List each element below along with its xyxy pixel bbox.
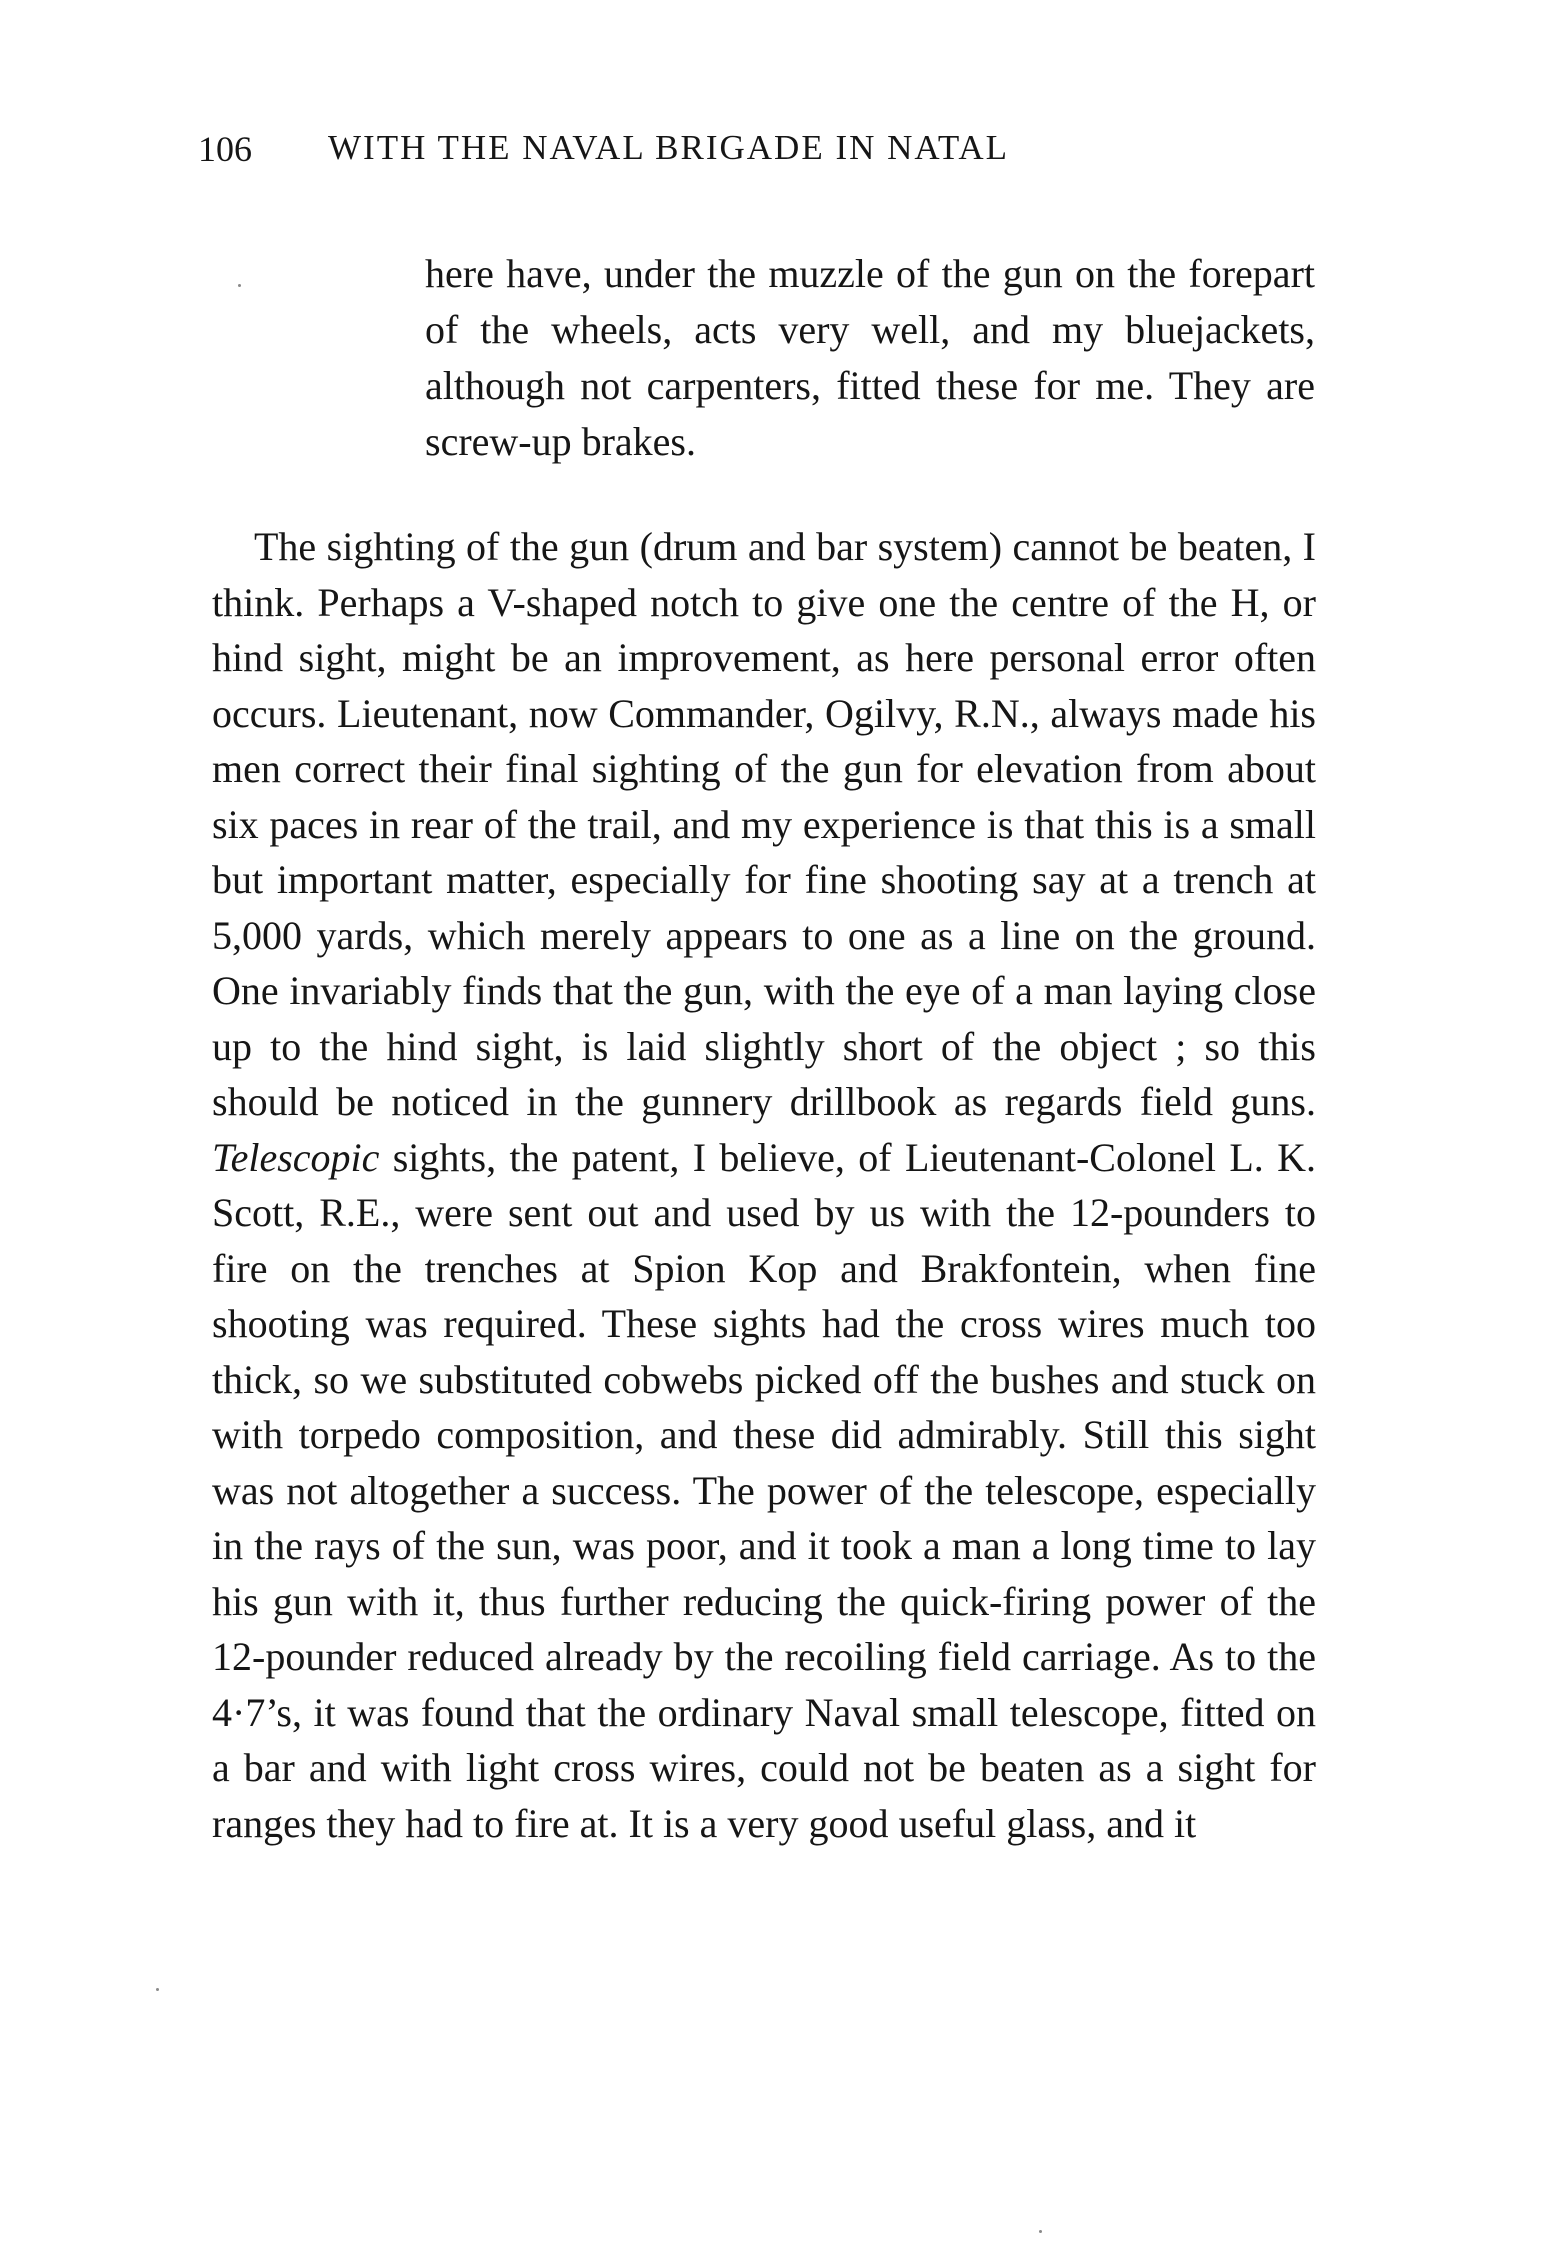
italic-term: Telescopic xyxy=(212,1134,380,1180)
page-number: 106 xyxy=(198,129,252,169)
paragraph-text-part-2: sights, the patent, I believe, of Lieutenant-Colonel L. K. Scott, R.E., were sent out and used by us with the 12-pounders to fire on the trenches at Spion Kop and Brakfontein, when fine shooting was required. These sights had the cross wires much too thick, so we substituted cobwebs picked off the bushes and stuck on with torpedo composition, and these did admirably. Still this sight was not altogether a success. The power of the telescope, especially in the rays of the sun, was poor, and it took a man a long time to lay his gun with it, thus further reducing the quick-firing power of the 12-pounder reduced already by the recoiling field carriage. As to the 4·7’s, it was found that the ordinary Naval small telescope, fitted on a bar and with light cross wires, could not be beaten as a sight for ranges they had to fire at. It is a very good useful glass, and it xyxy=(212,1134,1316,1846)
body-paragraph xyxy=(212,519,1316,1851)
running-title: WITH THE NAVAL BRIGADE IN NATAL xyxy=(328,128,1010,167)
paragraph-text-part-1: The sighting of the gun (drum and bar system) cannot be beaten, I think. Perhaps a V-shaped notch to give one the centre of the H, or hind sight, might be an improvement, as here personal error often occurs. Lieutenant, now Commander, Ogilvy, R.N., always made his men correct their final sighting of the gun for elevation from about six paces in rear of the trail, and my experience is that this is a small but important matter, especially for fine shooting say at a trench at 5,000 yards, which merely appears to one as a line on the ground. One invariably finds that the gun, with the eye of a man laying close up to the hind sight, is laid slightly short of the object ; so this should be noticed in the gunnery drillbook as regards field guns. xyxy=(212,524,1316,1124)
paper-speck xyxy=(1039,2230,1042,2233)
paper-speck xyxy=(238,284,241,287)
paper-speck xyxy=(156,1988,159,1991)
quoted-passage: here have, under the muzzle of the gun on the forepart of the wheels, acts very well, and my bluejackets, although not carpenters, fitted these for me. They are screw-up brakes. xyxy=(425,251,1315,464)
page-header xyxy=(198,128,1338,176)
